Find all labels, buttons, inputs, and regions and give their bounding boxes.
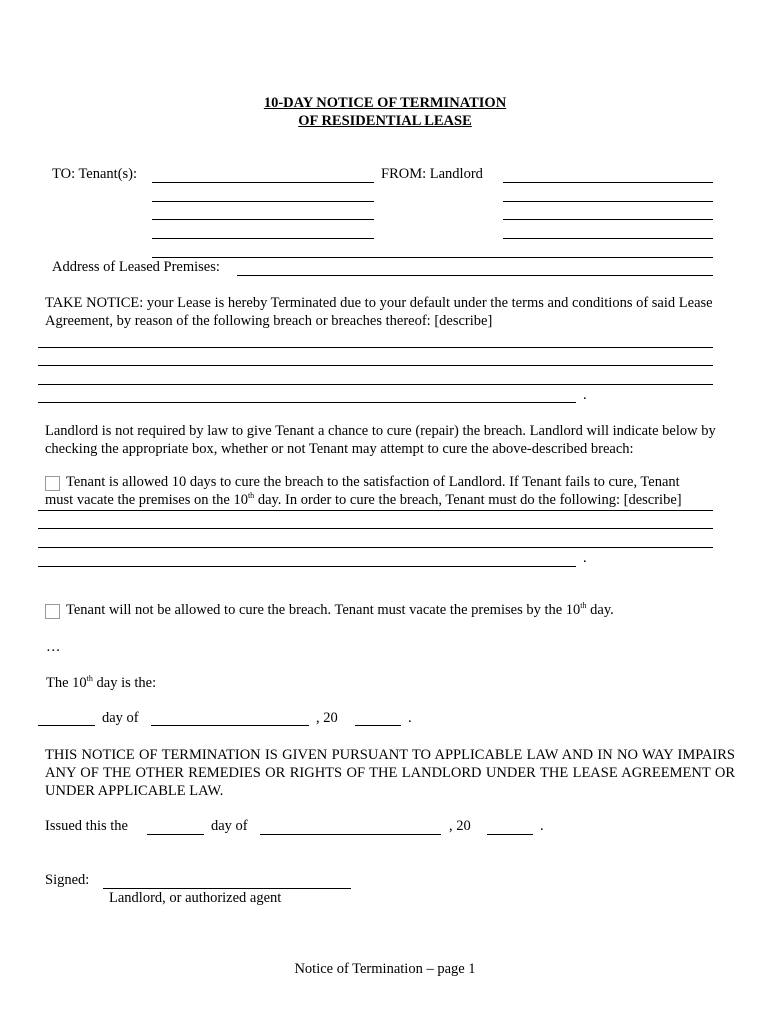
breach-field-line-2[interactable] xyxy=(38,365,713,366)
option-cure-not-allowed-text: Tenant will not be allowed to cure the breach. Tenant must vacate the premises by the 10th day. xyxy=(66,601,614,618)
option-cure-allowed-text-2: must vacate the premises on the 10th day. In order to cure the breach, Tenant must do the following: [describe] xyxy=(45,491,682,508)
tenant-name-field-2[interactable] xyxy=(152,201,374,202)
tenant-name-field-1[interactable] xyxy=(152,182,374,183)
tenant-name-field-3[interactable] xyxy=(152,219,374,220)
tenth-month-field[interactable] xyxy=(151,725,309,726)
tenant-name-field-4[interactable] xyxy=(152,238,374,239)
landlord-name-field-3[interactable] xyxy=(503,219,713,220)
breach-period: . xyxy=(583,387,587,403)
tenth-period: . xyxy=(408,710,412,726)
document-subtitle: OF RESIDENTIAL LEASE xyxy=(298,113,472,129)
breach-field-line-4[interactable] xyxy=(38,402,576,403)
address-field-line-2[interactable] xyxy=(237,275,713,276)
landlord-cure-paragraph: Landlord is not required by law to give Tenant a chance to cure (repair) the breach. Landlord will indicate below by checking the appropriate box, whether or not Tenant may attempt to cure the above-described breach: xyxy=(45,423,716,457)
page-footer: Notice of Termination – page 1 xyxy=(294,961,476,977)
cure-field-line-2[interactable] xyxy=(38,528,713,529)
cure-field-line-1[interactable] xyxy=(38,510,713,511)
issued-day-field[interactable] xyxy=(147,834,204,835)
legal-notice-paragraph: THIS NOTICE OF TERMINATION IS GIVEN PURSUANT TO APPLICABLE LAW AND IN NO WAY IMPAIRS ANY OF THE OTHER REMEDIES OR RIGHTS OF THE LANDLORD UNDER THE LEASE AGREEMENT OR UNDER APPLICABLE LAW. xyxy=(45,747,735,799)
ellipsis: … xyxy=(46,639,61,655)
landlord-name-field-1[interactable] xyxy=(503,182,713,183)
landlord-name-field-4[interactable] xyxy=(503,238,713,239)
take-notice-paragraph: TAKE NOTICE: your Lease is hereby Terminated due to your default under the terms and conditions of said Lease Agreement, by reason of the following breach or breaches thereof: [describe] xyxy=(45,295,713,329)
cure-allowed-checkbox[interactable] xyxy=(45,476,60,491)
document-title: 10-DAY NOTICE OF TERMINATION xyxy=(263,95,507,111)
tenth-day-field[interactable] xyxy=(38,725,95,726)
cure-period: . xyxy=(583,550,587,566)
tenth-day-label: The 10th day is the: xyxy=(46,674,157,691)
cure-field-line-4[interactable] xyxy=(38,566,576,567)
option-cure-allowed-text: Tenant is allowed 10 days to cure the breach to the satisfaction of Landlord. If Tenant fails to cure, Tenant xyxy=(66,474,680,490)
breach-field-line-1[interactable] xyxy=(38,347,713,348)
to-tenant-label: TO: Tenant(s): xyxy=(52,166,138,182)
issued-year-prefix: , 20 xyxy=(449,818,471,834)
signer-caption: Landlord, or authorized agent xyxy=(109,890,282,906)
tenth-year-field[interactable] xyxy=(355,725,401,726)
issued-day-of-label: day of xyxy=(211,818,248,834)
from-landlord-label: FROM: Landlord xyxy=(381,166,483,182)
tenth-year-prefix: , 20 xyxy=(316,710,338,726)
address-label: Address of Leased Premises: xyxy=(52,259,220,275)
issued-period: . xyxy=(540,818,544,834)
issued-label: Issued this the xyxy=(45,818,128,834)
signed-label: Signed: xyxy=(45,872,90,888)
landlord-name-field-2[interactable] xyxy=(503,201,713,202)
issued-year-field[interactable] xyxy=(487,834,533,835)
cure-not-allowed-checkbox[interactable] xyxy=(45,604,60,619)
cure-field-line-3[interactable] xyxy=(38,547,713,548)
breach-field-line-3[interactable] xyxy=(38,384,713,385)
signature-field[interactable] xyxy=(103,888,351,889)
address-field-line-1[interactable] xyxy=(152,257,713,258)
issued-month-field[interactable] xyxy=(260,834,441,835)
tenth-day-of-label: day of xyxy=(102,710,139,726)
